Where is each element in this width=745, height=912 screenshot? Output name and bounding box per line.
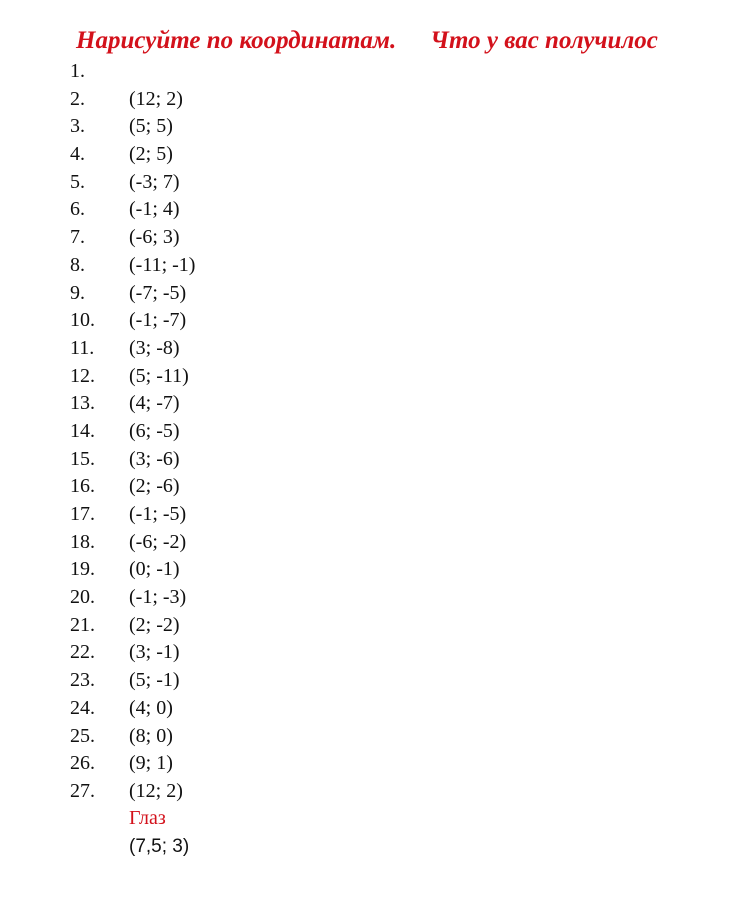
list-item-number: 18.	[70, 530, 95, 553]
list-item-number: 3.	[70, 115, 85, 138]
list-item-number: 14.	[70, 419, 95, 442]
list-item-coordinates: (-1; -5)	[129, 503, 187, 525]
list-item-number: 15.	[70, 447, 95, 470]
list-item-number: 8.	[70, 253, 85, 276]
list-item-coordinates: (6; -5)	[129, 419, 180, 442]
list-item-number: 2.	[70, 87, 85, 110]
list-item-coordinates: (3; -6)	[129, 447, 180, 470]
list-item-number: 19.	[70, 558, 95, 581]
list-item-coordinates: (-7; -5)	[129, 281, 187, 304]
list-item-number: 26.	[70, 752, 95, 775]
list-item-coordinates: (3; -8)	[129, 336, 180, 359]
list-item-coordinates: (-11; -1)	[129, 253, 196, 276]
list-item-number: 20.	[70, 586, 95, 609]
page-title	[76, 24, 658, 58]
eye-label: Глаз	[129, 807, 166, 829]
list-item-coordinates: (12; 2)	[129, 779, 183, 802]
list-item-coordinates: (0; -1)	[129, 558, 180, 581]
list-item-number: 21.	[70, 613, 95, 636]
list-item-coordinates: (4; 0)	[129, 696, 173, 719]
list-item-number: 11.	[70, 336, 95, 359]
list-item-number: 24.	[70, 696, 95, 719]
list-item-number: 7.	[70, 226, 85, 249]
list-item-coordinates: (9; 1)	[129, 752, 173, 775]
title-question: Что у вас получилос	[430, 27, 658, 54]
list-item-coordinates: (2; -6)	[129, 475, 180, 498]
list-item-coordinates: (2; 5)	[129, 143, 173, 166]
list-item-coordinates: (2; -2)	[129, 613, 180, 636]
list-item-number: 1.	[70, 60, 85, 82]
list-item-coordinates: (5; -11)	[129, 364, 189, 387]
eye-coordinate: (7,5; 3)	[129, 836, 190, 857]
list-item-number: 22.	[70, 641, 95, 664]
list-item-coordinates: (3; -1)	[129, 641, 180, 664]
list-item-number: 5.	[70, 170, 85, 193]
list-item-coordinates: (-1; -7)	[129, 309, 187, 332]
list-item-number: 23.	[70, 669, 95, 692]
list-item-coordinates: (4; -7)	[129, 392, 180, 415]
list-item-number: 25.	[70, 724, 95, 747]
list-item-number: 16.	[70, 475, 95, 498]
list-item-coordinates: (-1; -3)	[129, 586, 187, 609]
list-item-number: 10.	[70, 309, 95, 332]
list-item-coordinates: (-1; 4)	[129, 198, 180, 221]
list-item-coordinates: (-6; -2)	[129, 530, 187, 553]
list-item-number: 13.	[70, 392, 95, 415]
list-item-coordinates: (5; 5)	[129, 115, 173, 138]
title-instruction: Нарисуйте по координатам.	[76, 27, 397, 54]
list-item-number: 9.	[70, 281, 85, 304]
list-item-coordinates: (12; 2)	[129, 87, 183, 110]
list-item-coordinates: (-6; 3)	[129, 226, 180, 249]
list-item-coordinates: (-3; 7)	[129, 170, 180, 193]
list-item-number: 17.	[70, 503, 95, 525]
list-item-coordinates: (5; -1)	[129, 669, 180, 692]
list-item-number: 6.	[70, 198, 85, 221]
list-item-number: 12.	[70, 364, 95, 387]
list-item-number: 4.	[70, 143, 85, 166]
list-item-number: 27.	[70, 779, 95, 802]
list-item-coordinates: (8; 0)	[129, 724, 173, 747]
